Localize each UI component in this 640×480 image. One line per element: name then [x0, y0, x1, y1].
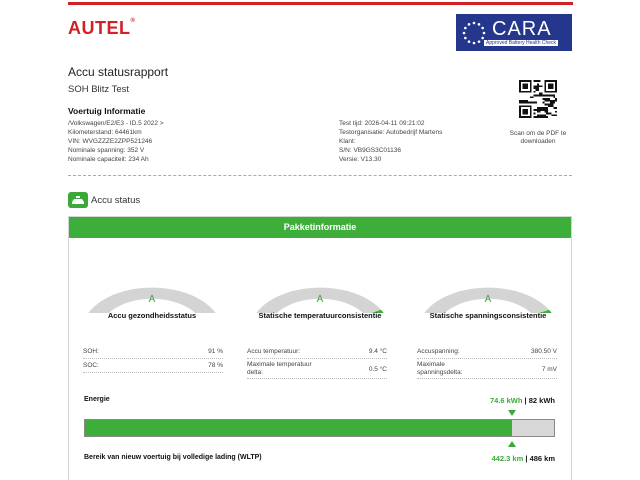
range-label: Bereik van nieuw voertuig bij volledige lading (WLTP) — [84, 454, 262, 461]
report-title: Accu statusrapport — [68, 65, 169, 79]
qr-caption: Scan om de PDF te downloaden — [509, 130, 567, 145]
qr-code-icon[interactable] — [519, 80, 557, 118]
kv-row — [247, 360, 387, 379]
autel-logo: AUTEL® — [68, 18, 136, 38]
pack-info-heading: Pakketinformatie — [69, 217, 571, 238]
section-divider — [68, 175, 572, 176]
soh-label: SOH: — [83, 348, 99, 355]
temperature-gauge-label: Statische temperatuurconsistentie — [258, 311, 382, 320]
energy-bar — [84, 419, 555, 437]
pack-info-panel — [68, 216, 572, 480]
max-voltage-delta-label: Maximale spanningsdelta: — [417, 361, 463, 376]
range-marker — [508, 441, 516, 447]
energy-marker — [508, 410, 516, 416]
vehicle-mileage: Kilometerstand: 64461km — [68, 129, 142, 136]
kv-row — [83, 346, 223, 359]
cara-subtitle: Approved Battery Health Check — [486, 40, 557, 46]
range-total: 486 km — [529, 454, 555, 463]
kv-row — [417, 360, 557, 379]
energy-label: Energie — [84, 396, 110, 403]
battery-temperature-value: 9.4 °C — [368, 348, 387, 355]
range-value: 442.3 km | 486 km — [491, 454, 555, 463]
battery-temperature-label: Accu temperatuur: — [247, 348, 301, 355]
test-organisation: Testorganisatie: Autobedrijf Martens — [339, 129, 443, 136]
energy-value: 74.6 kWh | 82 kWh — [489, 396, 555, 405]
test-info — [339, 119, 442, 164]
test-customer: Klant: — [339, 138, 356, 145]
cara-title: CARA — [492, 18, 552, 40]
energy-total: 82 kWh — [528, 396, 555, 405]
voltage-gauge-label: Statische spanningsconsistentie — [429, 311, 547, 320]
test-serial: S/N: VB9GS3C01136 — [339, 147, 402, 154]
test-time: Test tijd: 2026-04-11 09:21:02 — [339, 120, 425, 127]
vehicle-info — [68, 119, 164, 164]
cara-badge — [456, 14, 572, 51]
vehicle-vin: VIN: WVGZZZE2ZPP521246 — [68, 138, 153, 145]
kv-row — [417, 346, 557, 359]
soh-value: 91 % — [208, 348, 223, 355]
soc-label: SOC: — [83, 362, 99, 369]
voltage-grade: A — [484, 294, 492, 305]
temperature-grade: A — [316, 294, 324, 305]
vehicle-info-heading: Voertuig Informatie — [68, 106, 146, 116]
vehicle-nominal-voltage: Nominale spanning: 352 V — [68, 147, 145, 154]
kv-row — [247, 346, 387, 359]
max-voltage-delta-value: 7 mV — [541, 366, 557, 373]
health-gauge-label: Accu gezondheidsstatus — [107, 311, 197, 320]
report-page — [60, 0, 580, 480]
energy-bar-fill — [85, 420, 512, 436]
header-rule — [68, 2, 573, 5]
battery-car-icon — [68, 192, 88, 208]
range-current: 442.3 km — [491, 454, 524, 463]
battery-voltage-label: Accuspanning: — [417, 348, 460, 355]
test-version: Versie: V13.30 — [339, 156, 382, 163]
status-section-label: Accu status — [91, 195, 141, 206]
vehicle-model: /Volkswagen/E2/E3 - ID.5 2022 > — [68, 120, 164, 127]
health-grade: A — [148, 294, 156, 305]
max-temperature-delta-value: 0.5 °C — [368, 366, 387, 373]
report-subtitle: SOH Blitz Test — [68, 84, 130, 95]
battery-voltage-value: 380.50 V — [530, 348, 557, 355]
max-temperature-delta-label: Maximale temperatuur delta: — [247, 361, 312, 376]
kv-row — [83, 360, 223, 373]
energy-current: 74.6 kWh — [489, 396, 523, 405]
vehicle-nominal-capacity: Nominale capaciteit: 234 Ah — [68, 156, 149, 163]
soc-value: 78 % — [208, 362, 223, 369]
